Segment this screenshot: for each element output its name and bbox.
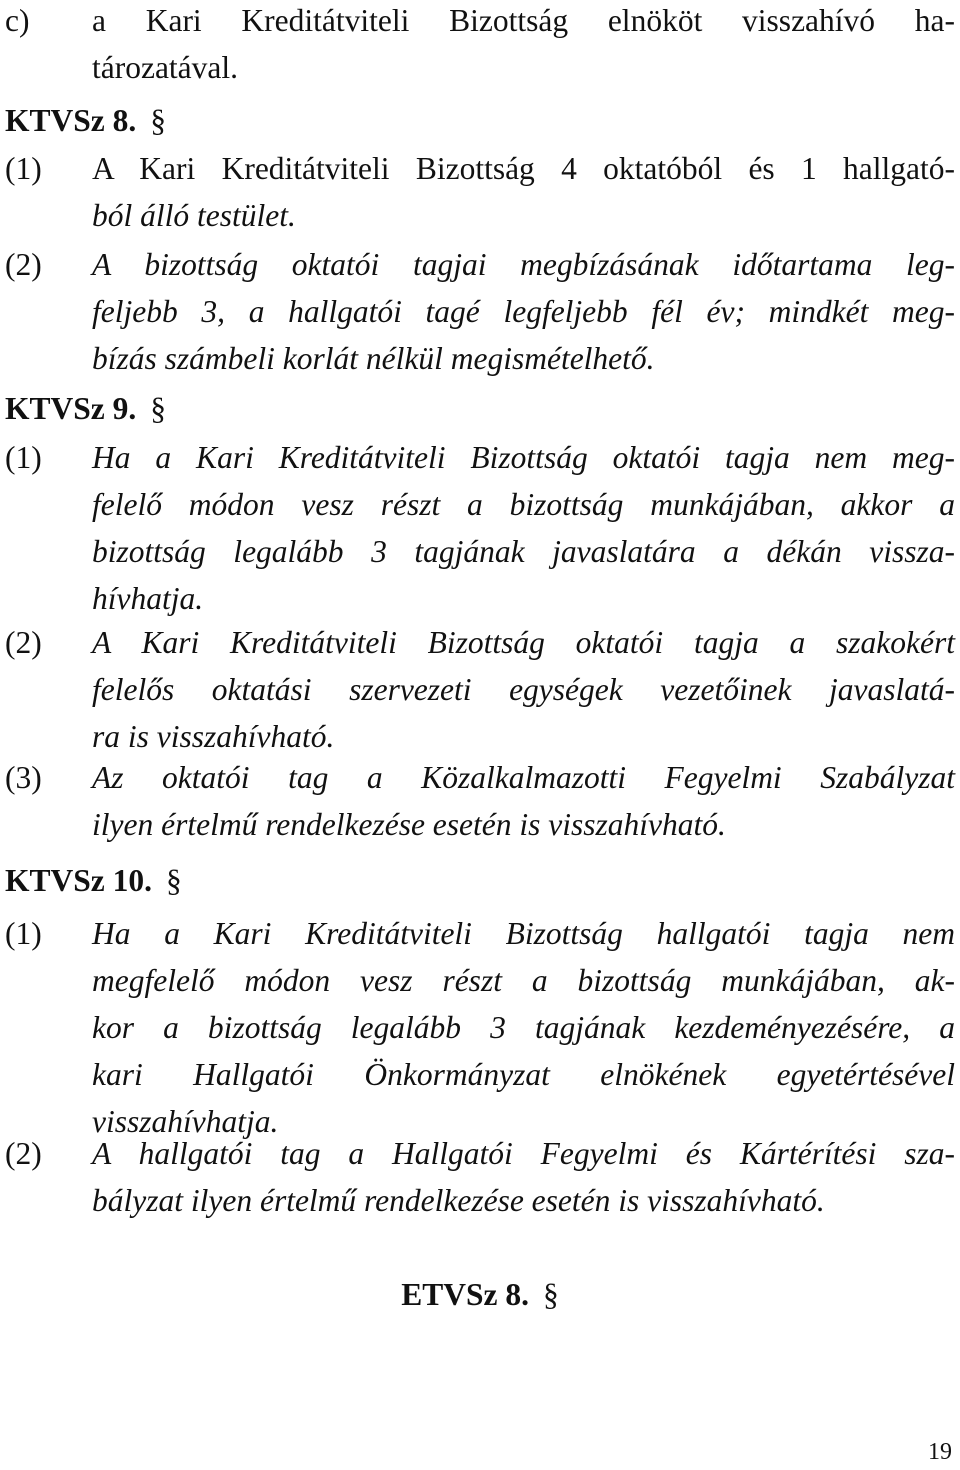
paragraph-number: (2) (5, 247, 42, 282)
text-line: felelő módon vesz részt a bizottság munkájában, akkor a (92, 487, 955, 522)
text-line: Ha a Kari Kreditátviteli Bizottság hallgatói tagja nem (92, 916, 955, 951)
text-line: hívhatja. (92, 581, 204, 616)
text-line: A hallgatói tag a Hallgatói Fegyelmi és Kártérítési sza- (92, 1136, 955, 1171)
text-line: a Kari Kreditátviteli Bizottság elnököt visszahívó ha- (92, 3, 955, 38)
text-line: megfelelő módon vesz részt a bizottság munkájában, ak- (92, 963, 955, 998)
text-line: A Kari Kreditátviteli Bizottság 4 oktatóból és 1 hallgató- (92, 151, 955, 186)
paragraph-number: (3) (5, 760, 42, 795)
section-symbol: § (543, 1277, 559, 1312)
text-line: kor a bizottság legalább 3 tagjának kezdeményezésére, a (92, 1010, 955, 1045)
paragraph-number: (1) (5, 916, 42, 951)
text-line: felelős oktatási szervezeti egységek vezetőinek javaslatá- (92, 672, 955, 707)
section-heading-label: KTVSz 10. (5, 863, 153, 898)
section-heading-label: KTVSz 9. (5, 391, 137, 426)
section-heading-label: KTVSz 8. (5, 103, 137, 138)
next-section-heading (0, 1271, 960, 1318)
text-line: feljebb 3, a hallgatói tagé legfeljebb fél év; mindkét meg- (92, 294, 955, 329)
section-symbol: § (166, 863, 182, 898)
paragraph-number: (2) (5, 625, 42, 660)
text-line: kari Hallgatói Önkormányzat elnökének egyetértésével (92, 1057, 955, 1092)
page-number: 19 (928, 1439, 952, 1465)
paragraph-number: (1) (5, 440, 42, 475)
section-heading-label: ETVSz 8. (401, 1277, 530, 1312)
section-symbol: § (150, 391, 167, 426)
text-line: ilyen értelmű rendelkezése esetén is visszahívható. (92, 807, 726, 842)
paragraph-number: (2) (5, 1136, 42, 1171)
text-line: ból álló testület. (92, 198, 296, 233)
section-heading (5, 857, 182, 904)
text-line: ra is visszahívható. (92, 719, 335, 754)
text-line: tározatával. (92, 50, 239, 85)
text-line: A Kari Kreditátviteli Bizottság oktatói tagja a szakokért (92, 625, 955, 660)
section-heading (5, 385, 166, 432)
section-heading (5, 97, 166, 144)
section-symbol: § (150, 103, 167, 138)
text-line: visszahívhatja. (92, 1104, 279, 1139)
text-line: bízás számbeli korlát nélkül megismételhető. (92, 341, 655, 376)
text-line: A bizottság oktatói tagjai megbízásának időtartama leg- (92, 247, 955, 282)
text-line: bályzat ilyen értelmű rendelkezése esetén is visszahívható. (92, 1183, 825, 1218)
text-line: Az oktatói tag a Közalkalmazotti Fegyelmi Szabályzat (92, 760, 955, 795)
text-line: bizottság legalább 3 tagjának javaslatára a dékán vissza- (92, 534, 955, 569)
text-line: Ha a Kari Kreditátviteli Bizottság oktatói tagja nem meg- (92, 440, 955, 475)
item-number: c) (5, 3, 30, 38)
paragraph-number: (1) (5, 151, 42, 186)
